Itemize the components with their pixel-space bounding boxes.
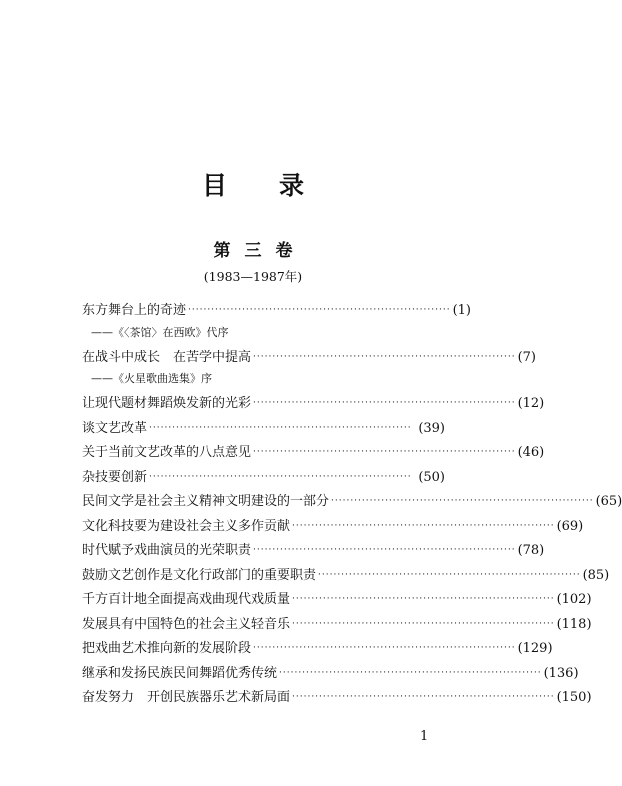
toc-entry-page: (69) — [556, 518, 584, 534]
toc-entry-title: 关于当前文艺改革的八点意见 — [82, 445, 252, 460]
toc-entry-title: 民间文学是社会主义精神文明建设的一部分 — [82, 494, 330, 509]
toc-entry-subtitle: ——《火星歌曲选集》序 — [91, 372, 212, 385]
leader-dots: ···································································· — [253, 545, 516, 555]
leader-dots: ···································································· — [331, 496, 594, 506]
toc-entry[interactable] — [82, 299, 471, 324]
title-char-2: 录 — [279, 171, 305, 200]
toc-entry-title: 把戏曲艺术推向新的发展阶段 — [82, 641, 252, 656]
leader-dots: ···································································· — [253, 351, 516, 362]
toc-entry[interactable] — [82, 346, 536, 371]
toc-entry-page: (118) — [556, 616, 592, 632]
toc-entry[interactable] — [82, 637, 553, 662]
toc-entry[interactable] — [82, 539, 545, 564]
volume-char-3: 卷 — [275, 241, 293, 261]
leader-dots: ···································································· — [253, 643, 516, 653]
toc-entry-title: 千方百计地全面提高戏曲现代戏质量 — [82, 592, 291, 607]
toc-entry-subtitle: ——《〈茶馆〉在西欧》代序 — [91, 325, 229, 339]
toc-entry-page: (46) — [517, 445, 545, 460]
toc-entry[interactable] — [82, 392, 545, 417]
toc-entry-title: 谈文艺改革 — [82, 420, 148, 436]
toc-entry-title: 发展具有中国特色的社会主义轻音乐 — [82, 616, 291, 632]
volume-char-1: 第 — [213, 241, 231, 261]
toc-entry-page: (78) — [517, 543, 545, 558]
page-title — [0, 166, 506, 202]
toc-entry-title: 东方舞台上的奇迹 — [82, 303, 187, 318]
toc-entry-title: 让现代题材舞蹈焕发新的光彩 — [82, 396, 252, 411]
leader-dots: ···································································· — [253, 447, 516, 457]
volume-char-2: 三 — [244, 241, 262, 261]
leader-dots: ···································································· — [188, 305, 451, 315]
toc-entry[interactable] — [82, 490, 622, 515]
page-number: 1 — [420, 729, 429, 744]
toc-entry-page: (1) — [452, 303, 471, 318]
toc-entry-title: 在战斗中成长 在苦学中提高 — [82, 349, 252, 365]
toc-entry[interactable] — [82, 613, 592, 638]
toc-entry-title: 鼓励文艺创作是文化行政部门的重要职责 — [82, 567, 317, 583]
toc-entry-page: (102) — [556, 592, 592, 607]
volume-years: (1983—1987年) — [203, 269, 303, 284]
toc-entry-page: (12) — [517, 396, 545, 411]
toc-entry[interactable] — [82, 466, 445, 491]
volume-heading — [0, 236, 506, 261]
toc-entry[interactable] — [82, 588, 592, 613]
leader-dots: ···································································· — [279, 667, 542, 678]
toc-entry-title: 文化科技要为建设社会主义多作贡献 — [82, 518, 291, 534]
toc-entry-page: (129) — [517, 641, 553, 656]
toc-entry-title: 继承和发扬民族民间舞蹈优秀传统 — [82, 665, 278, 681]
toc-entry-page: (50) — [418, 469, 445, 485]
leader-dots: ···································································· — [318, 569, 581, 580]
toc-entry-page: (7) — [517, 349, 536, 365]
toc-entry-title: 时代赋予戏曲演员的光荣职责 — [82, 543, 252, 558]
toc-entry-page: (85) — [582, 567, 610, 583]
title-char-1: 目 — [201, 171, 227, 200]
toc-entry-page: (136) — [543, 665, 579, 681]
toc-entry-page: (39) — [418, 420, 445, 436]
toc-entry[interactable] — [82, 515, 584, 540]
leader-dots: ···································································· — [149, 471, 412, 482]
toc-entry-page: (150) — [556, 690, 592, 705]
leader-dots: ···································································· — [292, 618, 555, 629]
leader-dots: ···································································· — [292, 520, 555, 531]
toc-entry[interactable] — [82, 441, 545, 466]
toc-entry[interactable] — [82, 564, 610, 589]
toc-entry[interactable] — [82, 686, 592, 711]
toc-entry-title: 奋发努力 开创民族器乐艺术新局面 — [82, 690, 291, 705]
leader-dots: ···································································· — [149, 422, 412, 433]
leader-dots: ···································································· — [292, 594, 555, 604]
leader-dots: ···································································· — [253, 398, 516, 408]
table-of-contents — [82, 299, 622, 711]
toc-entry-page: (65) — [595, 494, 622, 509]
toc-entry-title: 杂技要创新 — [82, 469, 148, 485]
toc-entry[interactable] — [82, 662, 579, 687]
leader-dots: ···································································· — [292, 692, 555, 702]
toc-entry[interactable] — [82, 417, 445, 442]
